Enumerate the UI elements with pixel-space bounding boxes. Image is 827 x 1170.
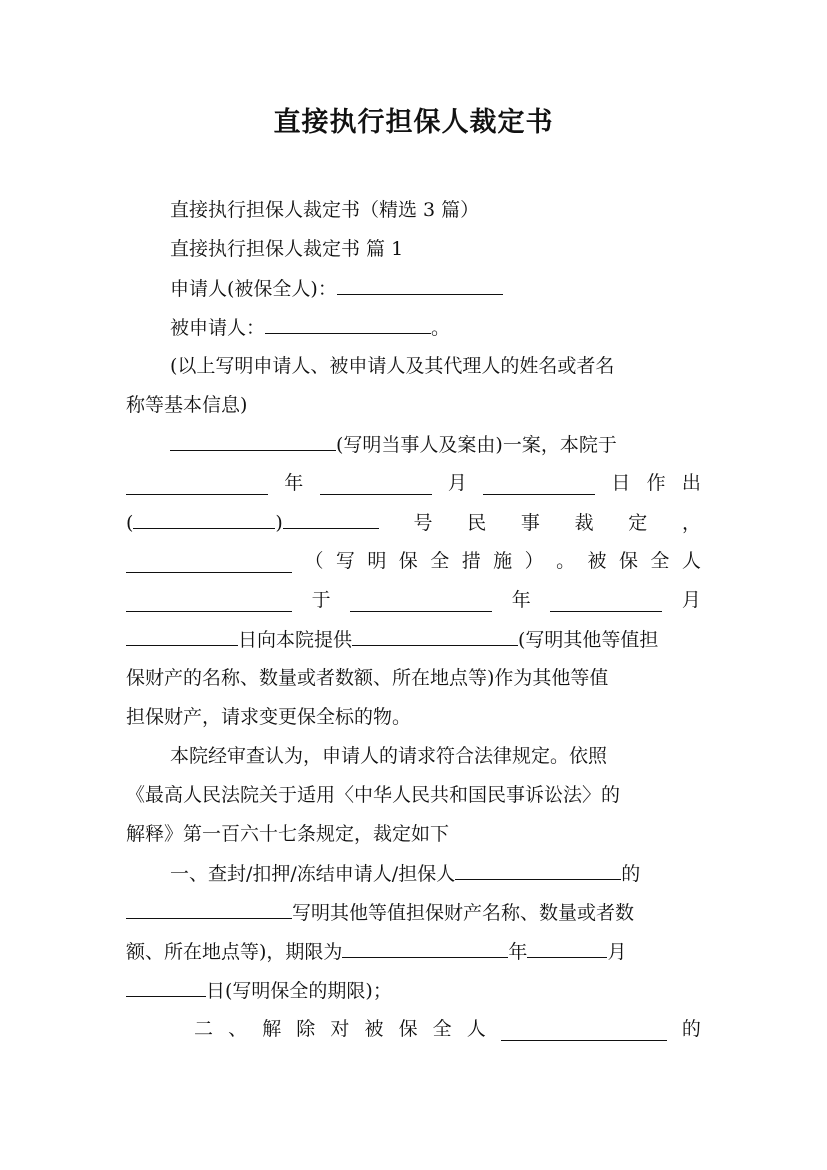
respondent-line: 被申请人： 。 — [170, 317, 451, 339]
note-line-2: 称等基本信息) — [126, 394, 248, 416]
order-one-line-2: 写明其他等值担保财产名称、数量或者数 — [126, 900, 701, 925]
body-line-16: 《最高人民法院关于适用〈中华人民共和国民事诉讼法〉的 — [126, 784, 621, 806]
order-one-line: 一、查封/扣押/冻结申请人/担保人 的 — [170, 863, 641, 885]
case-line: (写明当事人及案由)一案，本院于 — [170, 432, 701, 457]
document-title: 直接执行担保人裁定书 — [273, 107, 554, 138]
ruling-number-line: ( ) 号 民 事 裁 定 ， — [126, 512, 701, 534]
respondent-blank — [265, 315, 431, 334]
measure-line: （ 写 明 保 全 措 施 ） 。 被 保 全 人 — [126, 549, 701, 573]
body-line-17: 解释》第一百六十七条规定，裁定如下 — [126, 823, 450, 845]
order-one-line-4: 日(写明保全的期限)； — [126, 978, 701, 1003]
body-line-14: 担保财产，请求变更保全标的物。 — [126, 706, 412, 728]
second-date-line: 于 年 月 — [126, 588, 701, 612]
body-line-13: 保财产的名称、数量或者数额、所在地点等)作为其他等值 — [126, 667, 609, 689]
applicant-line: 申请人(被保全人)： — [170, 276, 701, 301]
section-heading: 直接执行担保人裁定书 篇 1 — [170, 238, 404, 260]
applicant-blank — [337, 276, 503, 295]
order-two-line: 二 、 解 除 对 被 保 全 人 的 — [194, 1018, 701, 1040]
note-line-1: (以上写明申请人、被申请人及其代理人的姓名或者名 — [170, 355, 615, 377]
order-one-line-3: 额、所在地点等)，期限为 年 月 — [126, 941, 627, 963]
subtitle-line: 直接执行担保人裁定书（精选 3 篇） — [170, 199, 480, 221]
provide-line: 日向本院提供 (写明其他等值担 — [126, 627, 701, 652]
case-blank — [170, 432, 336, 451]
body-line-15: 本院经审查认为，申请人的请求符合法律规定。依照 — [170, 745, 608, 767]
date-line: 年 月 日 作 出 — [126, 471, 701, 495]
